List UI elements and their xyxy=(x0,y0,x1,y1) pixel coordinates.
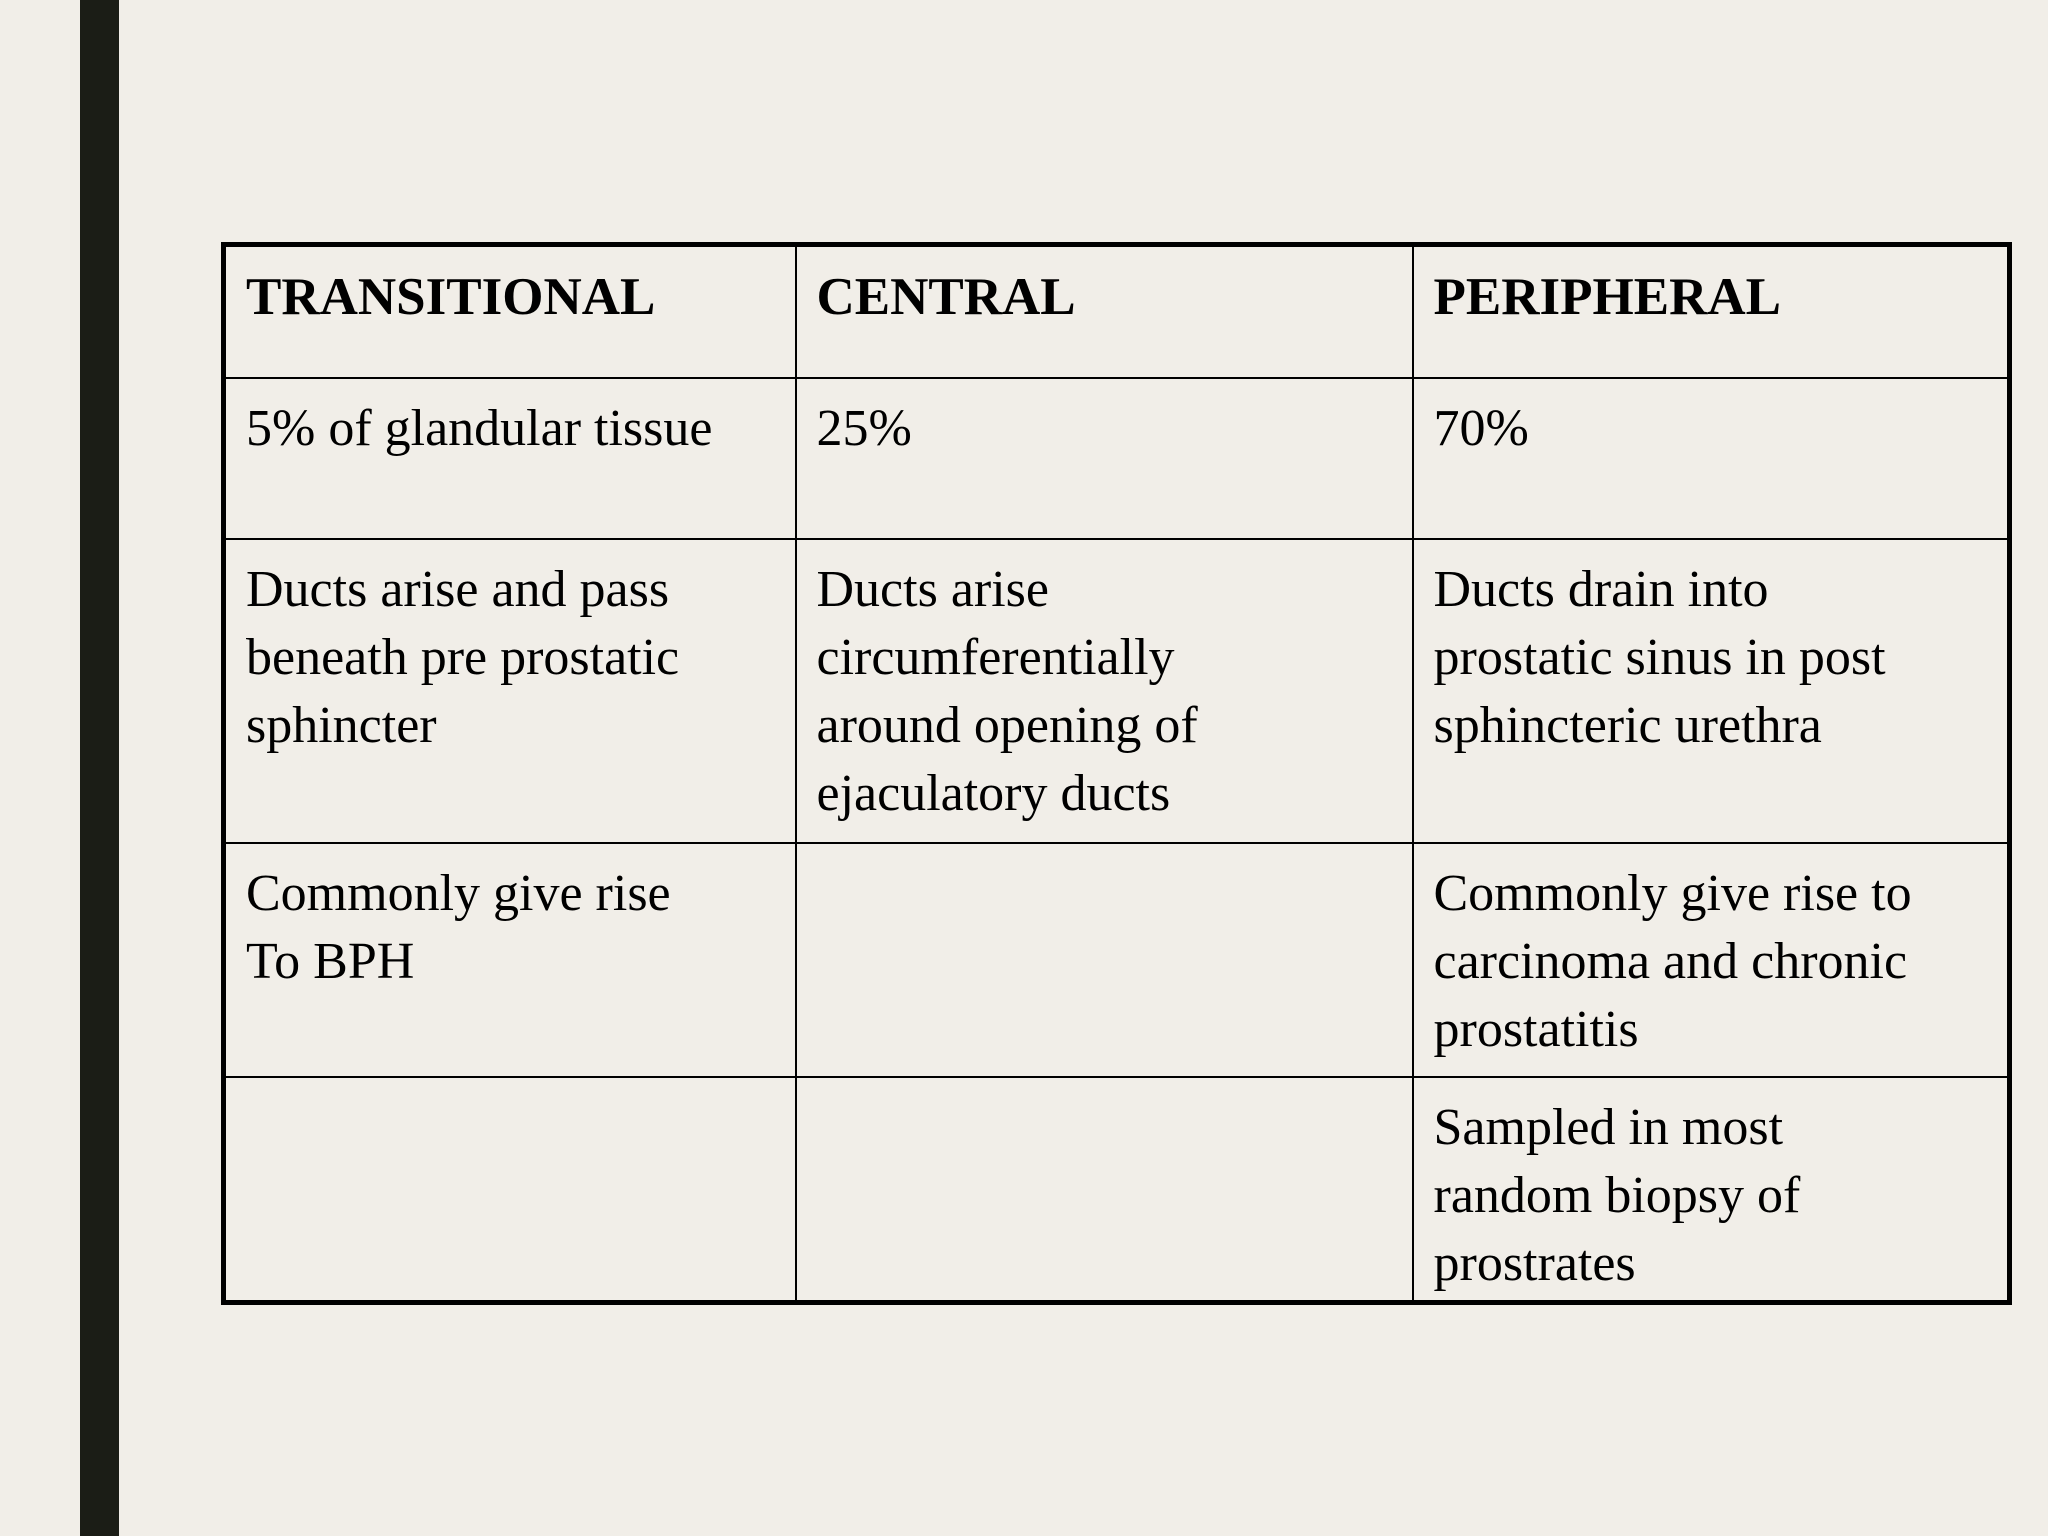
cell-central-pathology xyxy=(796,843,1413,1077)
header-transitional: TRANSITIONAL xyxy=(224,245,796,378)
cell-peripheral-pathology: Commonly give rise to carcinoma and chronic prostatitis xyxy=(1413,843,2010,1077)
table-row xyxy=(224,1077,2010,1303)
cell-peripheral-ducts: Ducts drain into prostatic sinus in post sphincteric urethra xyxy=(1413,539,2010,843)
cell-transitional-ducts: Ducts arise and pass beneath pre prostatic sphincter xyxy=(224,539,796,843)
table-header-row xyxy=(224,245,2010,378)
cell-central-ducts: Ducts arise circumferentially around opening of ejaculatory ducts xyxy=(796,539,1413,843)
prostate-zones-table xyxy=(221,242,2012,1305)
cell-central-biopsy xyxy=(796,1077,1413,1303)
cell-peripheral-share: 70% xyxy=(1413,378,2010,539)
header-central: CENTRAL xyxy=(796,245,1413,378)
cell-transitional-pathology: Commonly give rise To BPH xyxy=(224,843,796,1077)
table-row xyxy=(224,539,2010,843)
cell-central-share: 25% xyxy=(796,378,1413,539)
cell-transitional-share: 5% of glandular tissue xyxy=(224,378,796,539)
cell-peripheral-biopsy: Sampled in most random biopsy of prostrates xyxy=(1413,1077,2010,1303)
left-accent-bar xyxy=(80,0,119,1536)
cell-transitional-biopsy xyxy=(224,1077,796,1303)
table-row xyxy=(224,843,2010,1077)
header-peripheral: PERIPHERAL xyxy=(1413,245,2010,378)
table-row xyxy=(224,378,2010,539)
